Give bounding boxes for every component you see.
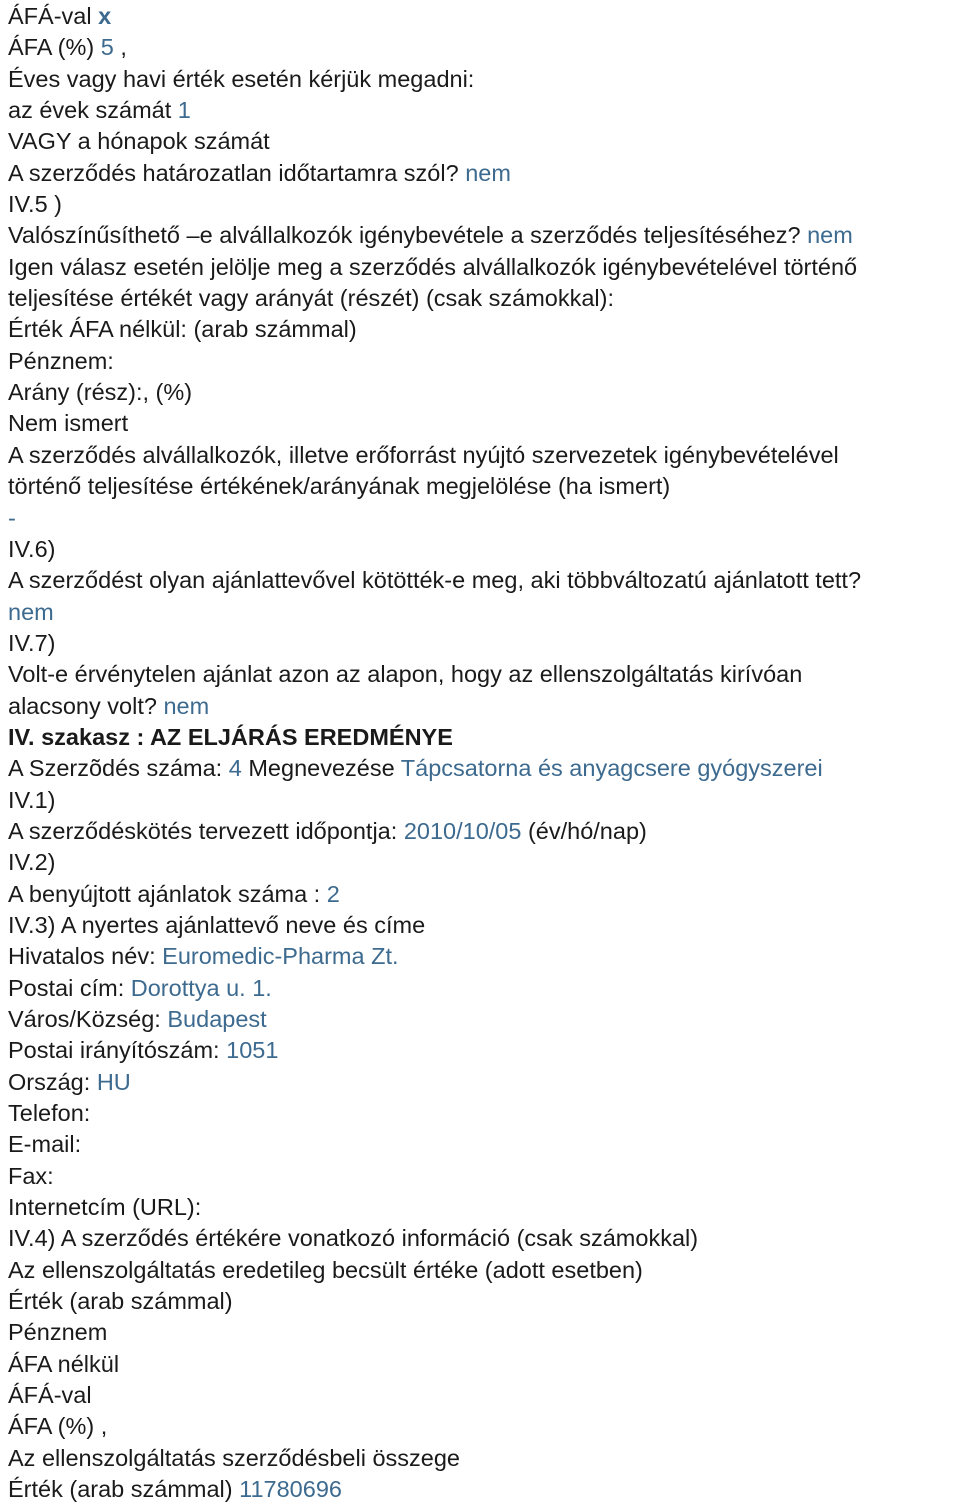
field-label: A Szerzõdés száma: bbox=[8, 755, 223, 782]
field-label: Megnevezése bbox=[248, 755, 395, 782]
document-line bbox=[8, 1004, 960, 1035]
field-label: Fax: bbox=[8, 1162, 54, 1189]
field-label: Érték (arab számmal) bbox=[8, 1288, 233, 1315]
field-label: VAGY a hónapok számát bbox=[8, 128, 270, 155]
field-label: teljesítése értékét vagy arányát (részét) (csak számokkal): bbox=[8, 285, 614, 312]
field-label: IV.1) bbox=[8, 786, 56, 813]
field-label: E-mail: bbox=[8, 1131, 82, 1158]
field-label: Valószínűsíthető –e alvállalkozók igénybevétele a szerződés teljesítéséhez? bbox=[8, 222, 801, 249]
field-label: Az ellenszolgáltatás eredetileg becsült értéke (adott esetben) bbox=[8, 1256, 643, 1283]
field-label: ÁFÁ-val bbox=[8, 3, 92, 29]
document-line bbox=[8, 1380, 960, 1411]
field-label: Telefon: bbox=[8, 1100, 91, 1127]
document-line bbox=[8, 189, 960, 220]
field-label: IV.3) A nyertes ajánlattevő neve és címe bbox=[8, 911, 426, 938]
document-line bbox=[8, 659, 960, 690]
field-value: Euromedic-Pharma Zt. bbox=[162, 943, 399, 970]
document-line bbox=[8, 1255, 960, 1286]
field-value: nem bbox=[465, 159, 511, 186]
field-label: Pénznem bbox=[8, 1319, 108, 1346]
field-label: IV.5 ) bbox=[8, 191, 62, 218]
field-label: az évek számát bbox=[8, 97, 172, 124]
document-line bbox=[8, 1474, 960, 1505]
field-suffix: , bbox=[113, 34, 127, 61]
document-line bbox=[8, 503, 960, 534]
field-value: - bbox=[8, 504, 16, 531]
field-value: nem bbox=[8, 598, 54, 625]
document-line bbox=[8, 785, 960, 816]
document-line bbox=[8, 1035, 960, 1066]
field-label: IV.2) bbox=[8, 849, 56, 876]
field-label: IV. szakasz : AZ ELJÁRÁS EREDMÉNYE bbox=[8, 723, 453, 750]
document-line bbox=[8, 1129, 960, 1160]
field-label: Város/Község: bbox=[8, 1006, 161, 1032]
document-line bbox=[8, 471, 960, 502]
field-label: történő teljesítése értékének/arányának megjelölése (ha ismert) bbox=[8, 473, 671, 500]
document-line bbox=[8, 346, 960, 377]
field-suffix: (év/hó/nap) bbox=[521, 817, 647, 844]
field-label: ÁFA (%) , bbox=[8, 1413, 108, 1440]
document-line bbox=[8, 1, 960, 32]
document-line bbox=[8, 628, 960, 659]
field-value: 4 bbox=[228, 755, 242, 782]
document-line bbox=[8, 158, 960, 189]
document-line bbox=[8, 1286, 960, 1317]
document-line bbox=[8, 95, 960, 126]
field-value: Tápcsatorna és anyagcsere gyógyszerei bbox=[400, 755, 823, 782]
document-line bbox=[8, 1223, 960, 1254]
document-line bbox=[8, 1067, 960, 1098]
field-value: nem bbox=[163, 692, 210, 719]
field-label: Pénznem: bbox=[8, 347, 114, 374]
document-line bbox=[8, 283, 960, 314]
field-label: Igen válasz esetén jelölje meg a szerződés alvállalkozók igénybevételével történő bbox=[8, 253, 858, 280]
field-label: ÁFÁ-val bbox=[8, 1382, 92, 1409]
field-value: 2010/10/05 bbox=[403, 817, 522, 844]
field-label: Postai cím: bbox=[8, 974, 125, 1001]
field-label: ÁFA (%) bbox=[8, 34, 95, 61]
document-line bbox=[8, 816, 960, 847]
field-label: A szerződés határozatlan időtartamra szól? bbox=[8, 159, 459, 186]
document-line bbox=[8, 1443, 960, 1474]
document-line bbox=[8, 252, 960, 283]
field-label: A szerződést olyan ajánlattevővel kötötték-e meg, aki többváltozatú ajánlatott tett? bbox=[8, 567, 862, 594]
field-value: 1051 bbox=[226, 1037, 279, 1064]
document-line bbox=[8, 847, 960, 878]
field-label: Internetcím (URL): bbox=[8, 1194, 202, 1221]
field-label: IV.7) bbox=[8, 629, 56, 656]
field-label: alacsony volt? bbox=[8, 692, 157, 719]
document-line bbox=[8, 314, 960, 345]
field-label: A szerződéskötés tervezett időpontja: bbox=[8, 817, 398, 844]
document-line bbox=[8, 534, 960, 565]
document-line bbox=[8, 1349, 960, 1380]
field-value: Budapest bbox=[167, 1006, 267, 1032]
document-line bbox=[8, 879, 960, 910]
document-line bbox=[8, 691, 960, 722]
document-line bbox=[8, 565, 960, 596]
field-value: Dorottya u. 1. bbox=[130, 974, 272, 1001]
document-line bbox=[8, 910, 960, 941]
document-line bbox=[8, 64, 960, 95]
field-label: Nem ismert bbox=[8, 410, 129, 437]
field-label: Postai irányítószám: bbox=[8, 1037, 220, 1064]
document-line bbox=[8, 1192, 960, 1223]
document-line bbox=[8, 1098, 960, 1129]
document-line bbox=[8, 440, 960, 471]
document-line bbox=[8, 408, 960, 439]
field-value: 1 bbox=[177, 97, 191, 124]
field-label: IV.6) bbox=[8, 535, 56, 562]
field-label: Érték ÁFA nélkül: (arab számmal) bbox=[8, 316, 357, 343]
field-label: Ország: bbox=[8, 1068, 91, 1095]
document-line bbox=[8, 973, 960, 1004]
document-line bbox=[8, 941, 960, 972]
document-line bbox=[8, 1411, 960, 1442]
document-line bbox=[8, 753, 960, 784]
field-label: Éves vagy havi érték esetén kérjük megadni: bbox=[8, 65, 475, 92]
document-line bbox=[8, 126, 960, 157]
document-line bbox=[8, 1161, 960, 1192]
field-label: A szerződés alvállalkozók, illetve erőforrást nyújtó szervezetek igénybevételével bbox=[8, 441, 839, 468]
field-value: x bbox=[98, 3, 112, 29]
document-line bbox=[8, 722, 960, 753]
field-label: ÁFA nélkül bbox=[8, 1350, 120, 1377]
field-label: Volt-e érvénytelen ajánlat azon az alapon, hogy az ellenszolgáltatás kirívóan bbox=[8, 661, 803, 688]
field-label: IV.4) A szerződés értékére vonatkozó információ (csak számokkal) bbox=[8, 1225, 699, 1252]
field-value: 5 bbox=[100, 34, 114, 61]
document-line bbox=[8, 1317, 960, 1348]
field-label: Hivatalos név: bbox=[8, 943, 156, 970]
field-label: Az ellenszolgáltatás szerződésbeli összege bbox=[8, 1444, 460, 1471]
document-line bbox=[8, 597, 960, 628]
field-value: 11780696 bbox=[239, 1476, 342, 1503]
document-line bbox=[8, 32, 960, 63]
field-label: Arány (rész):, (%) bbox=[8, 379, 193, 406]
field-value: 2 bbox=[326, 880, 340, 907]
field-value: HU bbox=[96, 1068, 131, 1095]
field-label: A benyújtott ajánlatok száma : bbox=[8, 880, 321, 907]
document-line bbox=[8, 377, 960, 408]
field-value: nem bbox=[807, 222, 853, 249]
field-label: Érték (arab számmal) bbox=[8, 1476, 233, 1503]
document-line bbox=[8, 220, 960, 251]
